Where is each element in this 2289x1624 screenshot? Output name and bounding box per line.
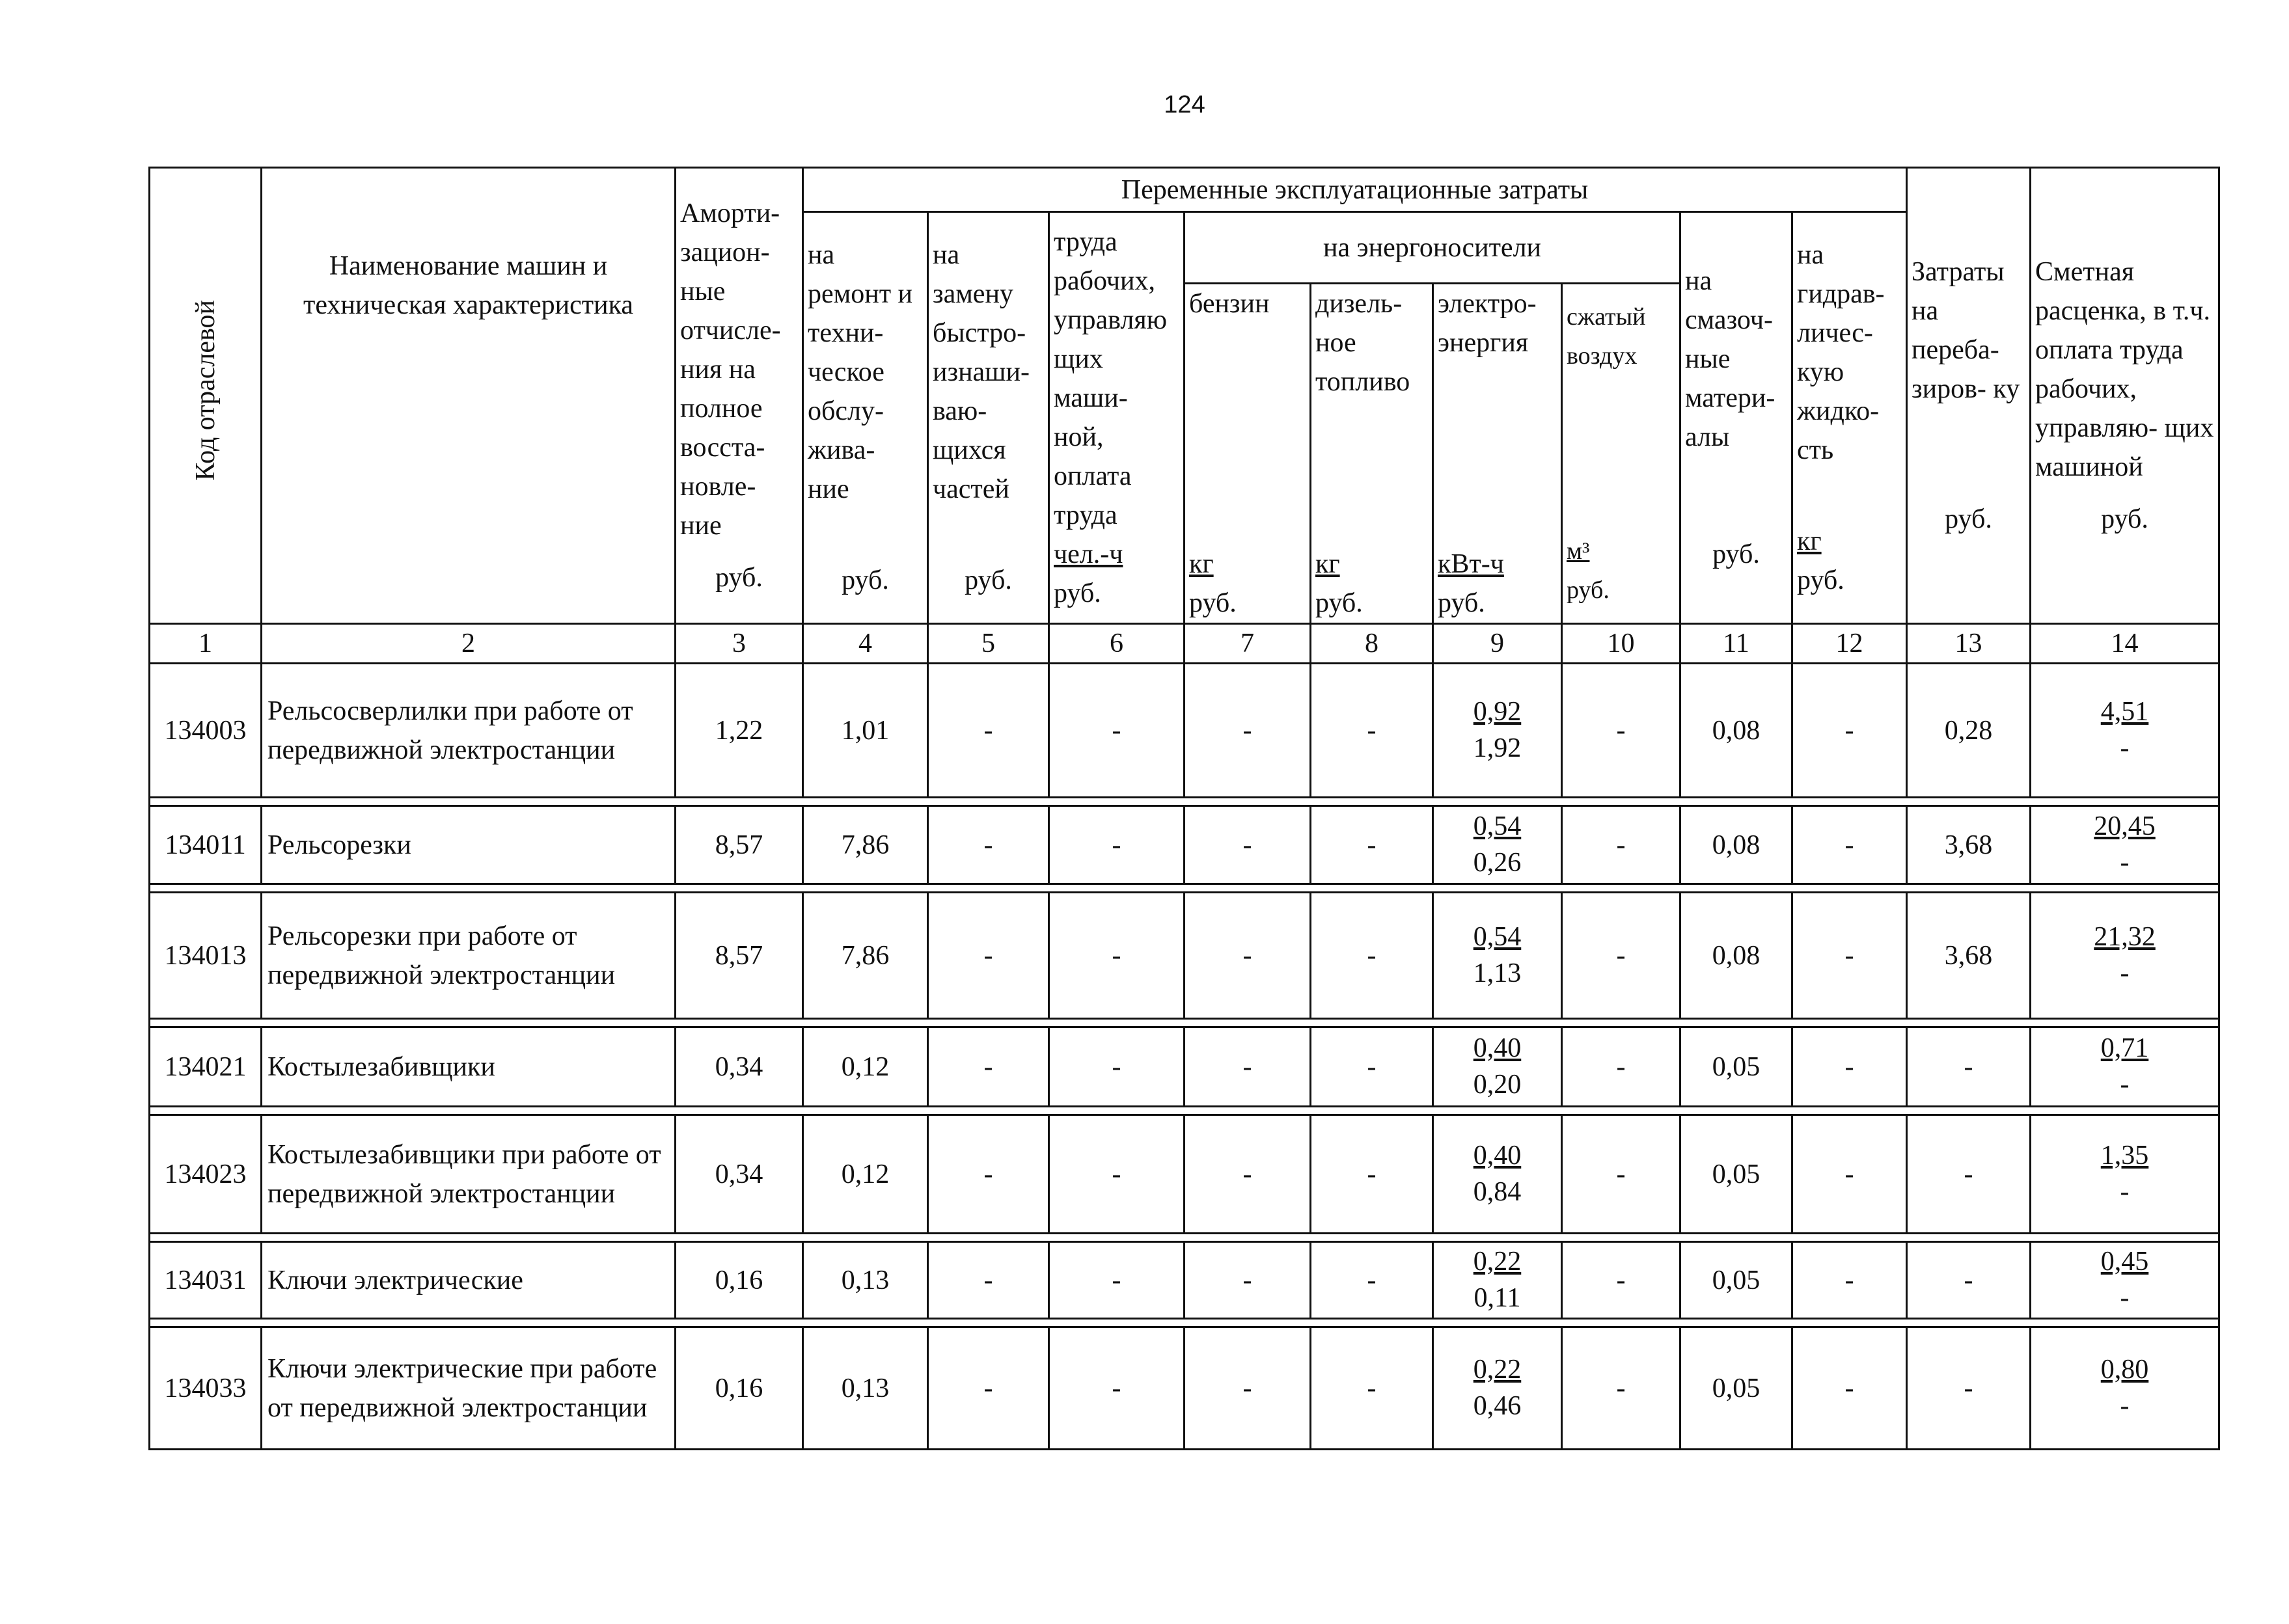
- row-electricity: $\frac{0,54}{1,13}$: [1433, 893, 1562, 1019]
- row-petrol: -: [1185, 1115, 1311, 1234]
- table-row: [150, 1115, 2219, 1234]
- row-compressed-air: -: [1562, 1327, 1680, 1450]
- column-number: 14: [2031, 624, 2219, 664]
- row-electricity: $\frac{0,22}{0,46}$: [1433, 1327, 1562, 1450]
- row-code: 134011: [150, 806, 262, 884]
- table-row: [150, 1327, 2219, 1450]
- row-relocation: -: [1907, 1027, 2031, 1107]
- row-estimate: $\frac{1,35}{-}$: [2031, 1115, 2219, 1234]
- row-electricity: $\frac{0,22}{0,11}$: [1433, 1242, 1562, 1319]
- row-relocation: -: [1907, 1115, 2031, 1234]
- row-relocation: 3,68: [1907, 893, 2031, 1019]
- row-code: 134021: [150, 1027, 262, 1107]
- header-hydraulic: на гидрав- личес- кую жидко- сть кг руб.: [1792, 212, 1907, 624]
- row-amortization: 0,34: [676, 1027, 803, 1107]
- column-number: 12: [1792, 624, 1907, 664]
- column-number: 10: [1562, 624, 1680, 664]
- row-estimate: $\frac{4,51}{-}$: [2031, 664, 2219, 798]
- row-petrol: -: [1185, 1242, 1311, 1319]
- header-labor: труда рабочих, управляю щих маши- ной, оплата труда чел.-ч руб.: [1049, 212, 1185, 624]
- row-separator: [150, 1019, 2219, 1027]
- row-name: Ключи электрические: [262, 1242, 676, 1319]
- row-amortization: 0,34: [676, 1115, 803, 1234]
- row-electricity: $\frac{0,40}{0,20}$: [1433, 1027, 1562, 1107]
- row-estimate: $\frac{0,80}{-}$: [2031, 1327, 2219, 1450]
- row-name: Рельсорезки при работе от передвижной электростанции: [262, 893, 676, 1019]
- header-variable-costs: Переменные эксплуатационные затраты: [803, 168, 1907, 212]
- row-diesel: -: [1311, 806, 1433, 884]
- header-name: Наименование машин и техническая характеристика: [262, 168, 676, 624]
- row-repair: 0,13: [803, 1327, 928, 1450]
- row-petrol: -: [1185, 806, 1311, 884]
- row-relocation: 3,68: [1907, 806, 2031, 884]
- row-repair: 0,12: [803, 1115, 928, 1234]
- row-labor: -: [1049, 1242, 1185, 1319]
- row-diesel: -: [1311, 1327, 1433, 1450]
- row-diesel: -: [1311, 1242, 1433, 1319]
- row-lubricant: 0,08: [1680, 806, 1792, 884]
- header-repair: на ремонт и техни- ческое обслу- жива- ние руб.: [803, 212, 928, 624]
- column-number: 2: [262, 624, 676, 664]
- header-lubricant: на смазоч- ные матери- алы руб.: [1680, 212, 1792, 624]
- column-number: 8: [1311, 624, 1433, 664]
- row-replace-parts: -: [928, 893, 1049, 1019]
- header-code: Код отраслевой: [150, 168, 262, 624]
- row-replace-parts: -: [928, 1242, 1049, 1319]
- row-relocation: -: [1907, 1327, 2031, 1450]
- row-lubricant: 0,08: [1680, 664, 1792, 798]
- row-labor: -: [1049, 806, 1185, 884]
- row-compressed-air: -: [1562, 1115, 1680, 1234]
- table-row: [150, 1027, 2219, 1107]
- row-petrol: -: [1185, 893, 1311, 1019]
- row-estimate: $\frac{0,45}{-}$: [2031, 1242, 2219, 1319]
- header-electricity: электро- энергия кВт-ч руб.: [1433, 284, 1562, 624]
- header-replace-parts: на замену быстро- изнаши- ваю- щихся частей руб.: [928, 212, 1049, 624]
- row-amortization: 0,16: [676, 1242, 803, 1319]
- row-repair: 0,13: [803, 1242, 928, 1319]
- row-electricity: $\frac{0,54}{0,26}$: [1433, 806, 1562, 884]
- row-compressed-air: -: [1562, 664, 1680, 798]
- row-electricity: $\frac{0,92}{1,92}$: [1433, 664, 1562, 798]
- row-amortization: 8,57: [676, 806, 803, 884]
- machine-rates-table: [148, 167, 2220, 1450]
- table-row: [150, 1242, 2219, 1319]
- row-name: Ключи электрические при работе от передвижной электростанции: [262, 1327, 676, 1450]
- row-diesel: -: [1311, 1115, 1433, 1234]
- row-lubricant: 0,08: [1680, 893, 1792, 1019]
- row-diesel: -: [1311, 1027, 1433, 1107]
- row-name: Костылезабивщики: [262, 1027, 676, 1107]
- row-separator: [150, 884, 2219, 893]
- row-amortization: 0,16: [676, 1327, 803, 1450]
- row-repair: 1,01: [803, 664, 928, 798]
- column-number: 5: [928, 624, 1049, 664]
- row-relocation: 0,28: [1907, 664, 2031, 798]
- row-repair: 7,86: [803, 806, 928, 884]
- row-petrol: -: [1185, 664, 1311, 798]
- row-separator: [150, 1319, 2219, 1327]
- header-estimate: Сметная расценка, в т.ч. оплата труда рабочих, управляю- щих машиной руб.: [2031, 168, 2219, 624]
- header-diesel: дизель- ное топливо кг руб.: [1311, 284, 1433, 624]
- row-diesel: -: [1311, 664, 1433, 798]
- row-diesel: -: [1311, 893, 1433, 1019]
- row-code: 134023: [150, 1115, 262, 1234]
- row-estimate: $\frac{0,71}{-}$: [2031, 1027, 2219, 1107]
- row-replace-parts: -: [928, 806, 1049, 884]
- table-row: [150, 893, 2219, 1019]
- header-relocation: Затраты на переба- зиров- ку руб.: [1907, 168, 2031, 624]
- row-code: 134003: [150, 664, 262, 798]
- row-repair: 7,86: [803, 893, 928, 1019]
- row-compressed-air: -: [1562, 806, 1680, 884]
- row-petrol: -: [1185, 1027, 1311, 1107]
- row-replace-parts: -: [928, 1327, 1049, 1450]
- row-hydraulic: -: [1792, 1115, 1907, 1234]
- page-number: 124: [1164, 91, 1205, 118]
- row-name: Рельсосверлилки при работе от передвижной электростанции: [262, 664, 676, 798]
- column-number: 7: [1185, 624, 1311, 664]
- column-number: 4: [803, 624, 928, 664]
- column-number: 13: [1907, 624, 2031, 664]
- column-number: 11: [1680, 624, 1792, 664]
- row-amortization: 8,57: [676, 893, 803, 1019]
- row-hydraulic: -: [1792, 1027, 1907, 1107]
- row-compressed-air: -: [1562, 1027, 1680, 1107]
- row-labor: -: [1049, 1327, 1185, 1450]
- row-hydraulic: -: [1792, 664, 1907, 798]
- row-lubricant: 0,05: [1680, 1242, 1792, 1319]
- row-amortization: 1,22: [676, 664, 803, 798]
- column-numbers-row: [150, 624, 2219, 664]
- row-hydraulic: -: [1792, 1242, 1907, 1319]
- column-number: 3: [676, 624, 803, 664]
- row-electricity: $\frac{0,40}{0,84}$: [1433, 1115, 1562, 1234]
- row-separator: [150, 798, 2219, 806]
- column-number: 9: [1433, 624, 1562, 664]
- row-compressed-air: -: [1562, 893, 1680, 1019]
- row-replace-parts: -: [928, 664, 1049, 798]
- row-lubricant: 0,05: [1680, 1115, 1792, 1234]
- row-relocation: -: [1907, 1242, 2031, 1319]
- row-code: 134013: [150, 893, 262, 1019]
- column-number: 6: [1049, 624, 1185, 664]
- row-petrol: -: [1185, 1327, 1311, 1450]
- row-hydraulic: -: [1792, 806, 1907, 884]
- row-code: 134033: [150, 1327, 262, 1450]
- row-replace-parts: -: [928, 1115, 1049, 1234]
- table-row: [150, 664, 2219, 798]
- row-repair: 0,12: [803, 1027, 928, 1107]
- row-labor: -: [1049, 893, 1185, 1019]
- row-separator: [150, 1234, 2219, 1242]
- header-energy: на энергоносители: [1185, 212, 1680, 284]
- row-labor: -: [1049, 1115, 1185, 1234]
- row-hydraulic: -: [1792, 1327, 1907, 1450]
- header-petrol: бензин кг руб.: [1185, 284, 1311, 624]
- row-name: Костылезабивщики при работе от передвижной электростанции: [262, 1115, 676, 1234]
- row-lubricant: 0,05: [1680, 1327, 1792, 1450]
- row-separator: [150, 1107, 2219, 1115]
- row-code: 134031: [150, 1242, 262, 1319]
- row-replace-parts: -: [928, 1027, 1049, 1107]
- row-hydraulic: -: [1792, 893, 1907, 1019]
- column-number: 1: [150, 624, 262, 664]
- row-estimate: $\frac{21,32}{-}$: [2031, 893, 2219, 1019]
- row-lubricant: 0,05: [1680, 1027, 1792, 1107]
- row-labor: -: [1049, 664, 1185, 798]
- row-labor: -: [1049, 1027, 1185, 1107]
- row-estimate: $\frac{20,45}{-}$: [2031, 806, 2219, 884]
- row-name: Рельсорезки: [262, 806, 676, 884]
- header-amortization: Аморти- зацион- ные отчисле- ния на полное восста- новле- ние руб.: [676, 168, 803, 624]
- header-compressed-air: сжатый воздух м³ руб.: [1562, 284, 1680, 624]
- row-compressed-air: -: [1562, 1242, 1680, 1319]
- table-row: [150, 806, 2219, 884]
